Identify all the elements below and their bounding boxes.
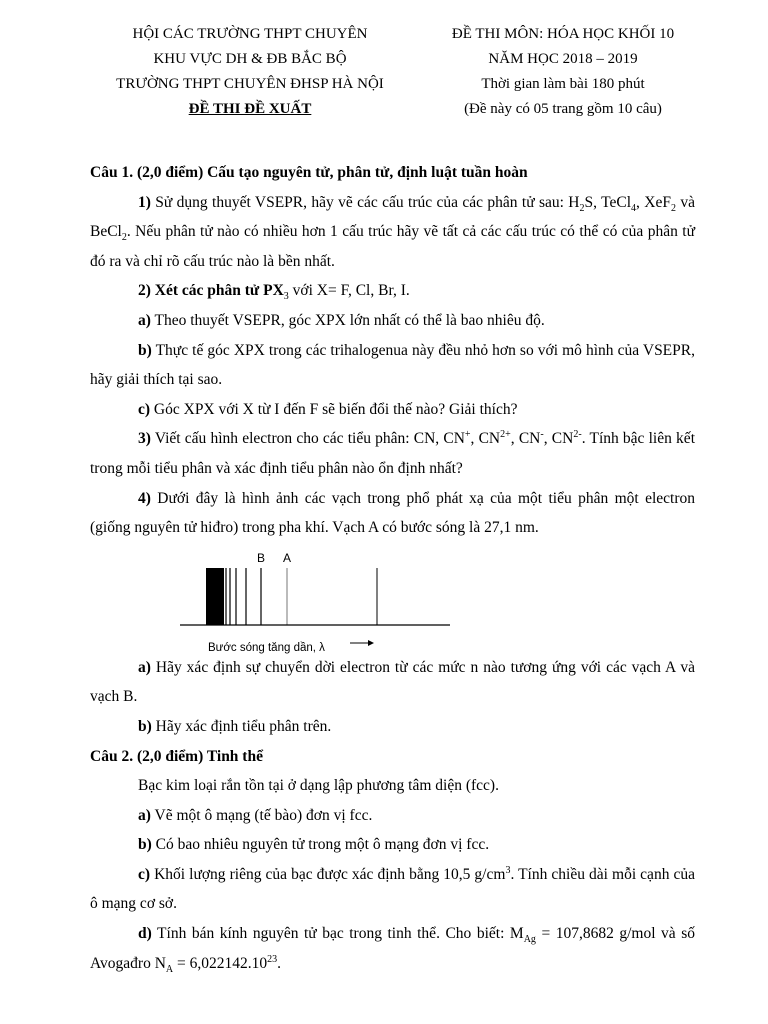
q1-part4b-text: Hãy xác định tiểu phân trên. (151, 717, 332, 735)
q2-part-d-text-b: = 107,8682 g/mol và số Avogađro N (90, 925, 695, 972)
spectrum-label-a: A (282, 550, 292, 565)
q1-part3 (90, 424, 695, 483)
q1-part2a-text: Theo thuyết VSEPR, góc XPX lớn nhất có thể là bao nhiêu độ. (150, 311, 545, 329)
sub-2: 2 (670, 202, 676, 214)
q2-part-b (90, 830, 695, 860)
q2-part-d-text-d: . (277, 954, 282, 972)
q2-part-c (90, 860, 695, 919)
q1-part4a (90, 653, 695, 712)
q1-part3-number: 3) (138, 430, 151, 448)
spectrum-label-b: B (256, 550, 266, 565)
q1-part2 (90, 276, 695, 306)
q1-part3-text-d: , CN (543, 430, 574, 448)
header-school: TRƯỜNG THPT CHUYÊN ĐHSP HÀ NỘI (116, 76, 384, 92)
header-org-line2: KHU VỰC DH & ĐB BẮC BỘ (153, 51, 347, 67)
header-right (418, 22, 708, 122)
q2-part-b-text: Có bao nhiêu nguyên tử trong một ô mạng đơn vị fcc. (151, 836, 490, 854)
header-org-line1: HỘI CÁC TRƯỜNG THPT CHUYÊN (132, 26, 368, 42)
header-subject: ĐỀ THI MÔN: HÓA HỌC KHỐI 10 (451, 26, 675, 42)
emission-spectrum-figure (0, 543, 695, 653)
q1-part3-text-e: . Tính bậc liên kết trong mỗi tiểu phân và xác định tiểu phân nào ổn định nhất? (90, 430, 695, 477)
q1-part1-text-a: Sử dụng thuyết VSEPR, hãy vẽ các cấu trúc của các phân tử sau: H (150, 193, 580, 211)
q1-part4b (90, 712, 695, 742)
q2-part-d-text-a: Tính bán kính nguyên tử bạc trong tinh thể. Cho biết: M (151, 925, 524, 943)
sub-2: 2 (579, 202, 585, 214)
label-c: c) (138, 400, 151, 418)
q1-part1-text-d: , XeF (636, 193, 671, 211)
sub-ag: Ag (523, 934, 536, 946)
q1-part1-text-c: TeCl (601, 193, 632, 211)
sub-4: 4 (631, 202, 637, 214)
spectrum-caption: Bước sóng tăng dần, λ (208, 641, 325, 654)
q1-part4a-text: Hãy xác định sự chuyển dời electron từ các mức n nào tương ứng với các vạch A và vạch B. (90, 658, 695, 706)
q1-part4-text: Dưới đây là hình ảnh các vạch trong phổ phát xạ của một tiểu phân một electron (giống nguyên tử hiđro) trong pha khí. Vạch A có bước sóng là 27,1 nm. (90, 489, 695, 537)
label-b: b) (138, 717, 152, 735)
arrow-head-icon (368, 640, 374, 646)
label-a: a) (138, 658, 151, 676)
sup-minus: - (540, 429, 544, 441)
q1-part1-text-f: . Nếu phân tử nào có nhiều hơn 1 cấu trúc hãy vẽ tất cả các cấu trúc có thể có của phân tử đó ra và chỉ rõ cấu trúc nào là bền nhất. (90, 223, 695, 270)
sub-3: 3 (283, 291, 289, 303)
label-c: c) (138, 865, 151, 883)
q2-title: Câu 2. (2,0 điểm) Tinh thể (90, 747, 263, 765)
spectrum-dense-band (206, 568, 224, 625)
q2-part-a-text: Vẽ một ô mạng (tế bào) đơn vị fcc. (150, 806, 373, 824)
label-d: d) (138, 925, 152, 943)
q1-part2c (90, 395, 695, 425)
header-school-year: NĂM HỌC 2018 – 2019 (488, 51, 638, 67)
sup-3: 3 (505, 864, 511, 876)
header-page-info: (Đề này có 05 trang gồm 10 câu) (464, 101, 662, 117)
q2-part-d (90, 919, 695, 978)
label-b: b) (138, 836, 152, 854)
q1-part4 (90, 484, 695, 543)
q1-part4-number: 4) (138, 489, 151, 507)
q2-part-a (90, 801, 695, 831)
sup-2plus: 2+ (500, 429, 511, 441)
q1-part3-text-c: , CN (510, 430, 541, 448)
q1-part1-number: 1) (138, 193, 151, 211)
header-exam-type: ĐỀ THI ĐỀ XUẤT (188, 101, 312, 117)
q1-part2-text-b: với X= F, Cl, Br, I. (288, 282, 410, 300)
q1-part2c-text: Góc XPX với X từ I đến F sẽ biến đổi thế nào? Giải thích? (150, 400, 518, 418)
sup-2minus: 2- (573, 429, 582, 441)
q2-part-c-text-a: Khối lượng riêng của bạc được xác định bằng 10,5 g/cm (150, 865, 506, 883)
q1-part1 (90, 188, 695, 277)
q1-part1-text-b: S, (584, 193, 597, 211)
q1-part2-text-a: 2) Xét các phân tử PX (138, 282, 284, 300)
exam-content (90, 158, 695, 978)
sub-a: A (165, 963, 174, 975)
sub-2: 2 (121, 232, 127, 244)
q2-intro: Bạc kim loại rắn tồn tại ở dạng lập phương tâm diện (fcc). (138, 777, 499, 795)
label-a: a) (138, 311, 151, 329)
q1-title: Câu 1. (2,0 điểm) Cấu tạo nguyên tử, phân tử, định luật tuần hoàn (90, 164, 528, 181)
header-left (95, 22, 405, 122)
sup-plus: + (464, 429, 471, 441)
header-time: Thời gian làm bài 180 phút (481, 76, 645, 92)
q1-part2b-text: Thực tế góc XPX trong các trihalogenua này đều nhỏ hơn so với mô hình của VSEPR, hãy giải thích tại sao. (90, 341, 695, 389)
sup-23: 23 (267, 953, 278, 965)
q1-part2b (90, 336, 695, 395)
q1-part1-text-e: và BeCl (90, 193, 695, 241)
label-a: a) (138, 806, 151, 824)
q1-part3-text-b: , CN (470, 430, 501, 448)
q1-part3-text-a: Viết cấu hình electron cho các tiểu phân: CN, CN (150, 430, 465, 448)
q2-part-c-text-b: . Tính chiều dài mỗi cạnh của ô mạng cơ sở. (90, 865, 695, 913)
q1-part2a (90, 306, 695, 336)
q2-part-d-text-c: = 6,022142.10 (173, 954, 268, 972)
label-b: b) (138, 341, 152, 359)
